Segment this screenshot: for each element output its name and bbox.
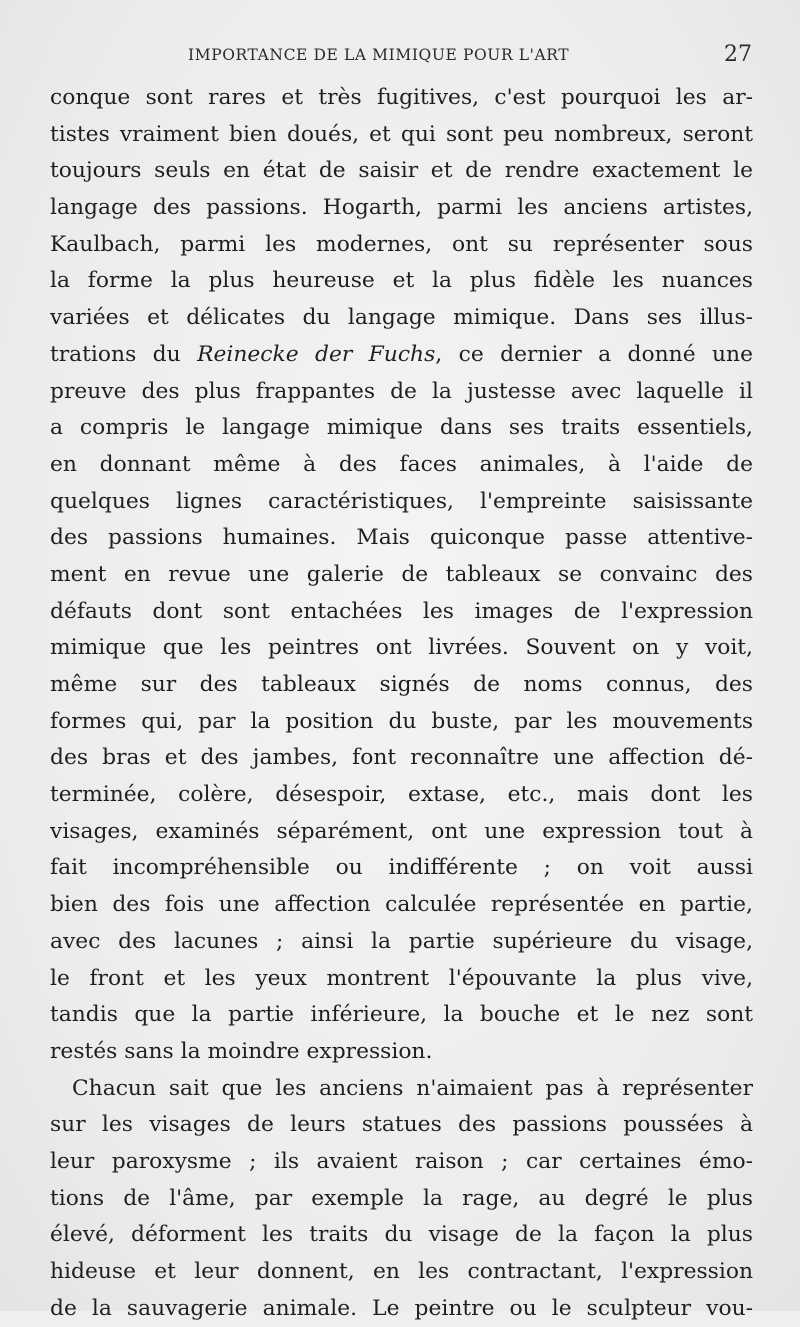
text-segment: tions de l'âme, par exemple la rage, au degré le plus: [50, 1185, 753, 1211]
text-line: [50, 850, 753, 887]
text-segment: preuve des plus frappantes de la justesse avec laquelle il: [50, 378, 753, 404]
text-line: [50, 667, 753, 704]
text-segment: restés sans la moindre expression.: [50, 1038, 433, 1064]
text-segment: trations du: [50, 341, 198, 367]
text-line: [50, 337, 753, 374]
text-segment: Kaulbach, parmi les modernes, ont su représenter sous: [50, 231, 753, 257]
text-line: [50, 1254, 753, 1291]
text-segment: leur paroxysme ; ils avaient raison ; car certaines émo-: [50, 1148, 753, 1174]
text-segment: a compris le langage mimique dans ses traits essentiels,: [50, 415, 753, 441]
text-segment: sur les visages de leurs statues des passions poussées à: [50, 1112, 753, 1138]
text-line: [50, 1217, 753, 1254]
text-segment: formes qui, par la position du buste, par les mouvements: [50, 708, 753, 734]
text-line: [50, 190, 753, 227]
text-line: [50, 704, 753, 741]
text-line: [50, 887, 753, 924]
text-segment: variées et délicates du langage mimique. Dans ses illus-: [50, 305, 753, 331]
text-segment: langage des passions. Hogarth, parmi les anciens artistes,: [50, 195, 753, 221]
text-segment: tistes vraiment bien doués, et qui sont peu nombreux, seront: [50, 121, 753, 147]
text-segment: hideuse et leur donnent, en les contractant, l'expression: [50, 1259, 753, 1284]
text-segment: défauts dont sont entachées les images de l'expression: [50, 598, 753, 624]
text-line: [50, 80, 753, 117]
text-line: [50, 263, 753, 300]
paragraph: [50, 80, 753, 1071]
text-segment: mimique que les peintres ont livrées. Souvent on y voit,: [50, 635, 753, 661]
text-segment: conque sont rares et très fugitives, c'est pourquoi les ar-: [50, 85, 753, 110]
text-segment: en donnant même à des faces animales, à l'aide de: [50, 451, 753, 477]
text-line: [50, 300, 753, 337]
text-line: [50, 117, 753, 154]
text-line: [50, 1107, 753, 1144]
text-line: [50, 374, 753, 411]
text-line: [50, 1181, 753, 1218]
text-segment: des passions humaines. Mais quiconque passe attentive-: [50, 525, 753, 551]
text-segment: le front et les yeux montrent l'épouvante la plus vive,: [50, 965, 753, 991]
text-line: [50, 557, 753, 594]
text-segment: terminée, colère, désespoir, extase, etc., mais dont les: [50, 782, 753, 808]
text-line: [50, 410, 753, 447]
text-segment: de la sauvagerie animale. Le peintre ou le sculpteur vou-: [50, 1295, 753, 1321]
body-text: [50, 80, 753, 1327]
text-segment: toujours seuls en état de saisir et de rendre exactement le: [50, 158, 753, 184]
running-header: [0, 42, 800, 70]
text-line: [50, 594, 753, 631]
text-segment: des bras et des jambes, font reconnaître une affection dé-: [50, 745, 753, 771]
text-line: [50, 1291, 753, 1327]
text-segment: élevé, déforment les traits du visage de la façon la plus: [50, 1222, 753, 1248]
text-segment: quelques lignes caractéristiques, l'empreinte saisissante: [50, 488, 753, 514]
text-segment: même sur des tableaux signés de noms connus, des: [50, 672, 753, 697]
text-line: [50, 153, 753, 190]
text-segment: tandis que la partie inférieure, la bouche et le nez sont: [50, 1002, 753, 1028]
text-line: [50, 997, 753, 1034]
text-line: [50, 447, 753, 484]
text-segment: Chacun sait que les anciens n'aimaient pas à représenter: [72, 1075, 753, 1101]
text-line: [50, 740, 753, 777]
page-number: 27: [724, 42, 752, 67]
text-segment: fait incompréhensible ou indifférente ; on voit aussi: [50, 855, 753, 881]
text-line: [50, 520, 753, 557]
text-line: [50, 1034, 753, 1071]
text-line: [50, 227, 753, 264]
text-line: [50, 777, 753, 814]
text-line: [50, 924, 753, 961]
text-line: [50, 630, 753, 667]
text-line: [50, 1144, 753, 1181]
text-line: [50, 961, 753, 998]
text-segment: bien des fois une affection calculée représentée en partie,: [50, 892, 753, 918]
running-title: IMPORTANCE DE LA MIMIQUE POUR L'ART: [188, 46, 570, 64]
text-line: [50, 814, 753, 851]
text-segment: la forme la plus heureuse et la plus fidèle les nuances: [50, 268, 753, 294]
text-line: [50, 1071, 753, 1108]
text-segment: , ce dernier a donné une: [435, 341, 753, 367]
text-segment: ment en revue une galerie de tableaux se convainc des: [50, 561, 753, 587]
text-line: [50, 484, 753, 521]
paragraph: [50, 1071, 753, 1327]
text-segment: visages, examinés séparément, ont une expression tout à: [50, 818, 753, 844]
text-segment: avec des lacunes ; ainsi la partie supérieure du visage,: [50, 928, 753, 954]
italic-title: Reinecke der Fuchs: [197, 341, 436, 367]
